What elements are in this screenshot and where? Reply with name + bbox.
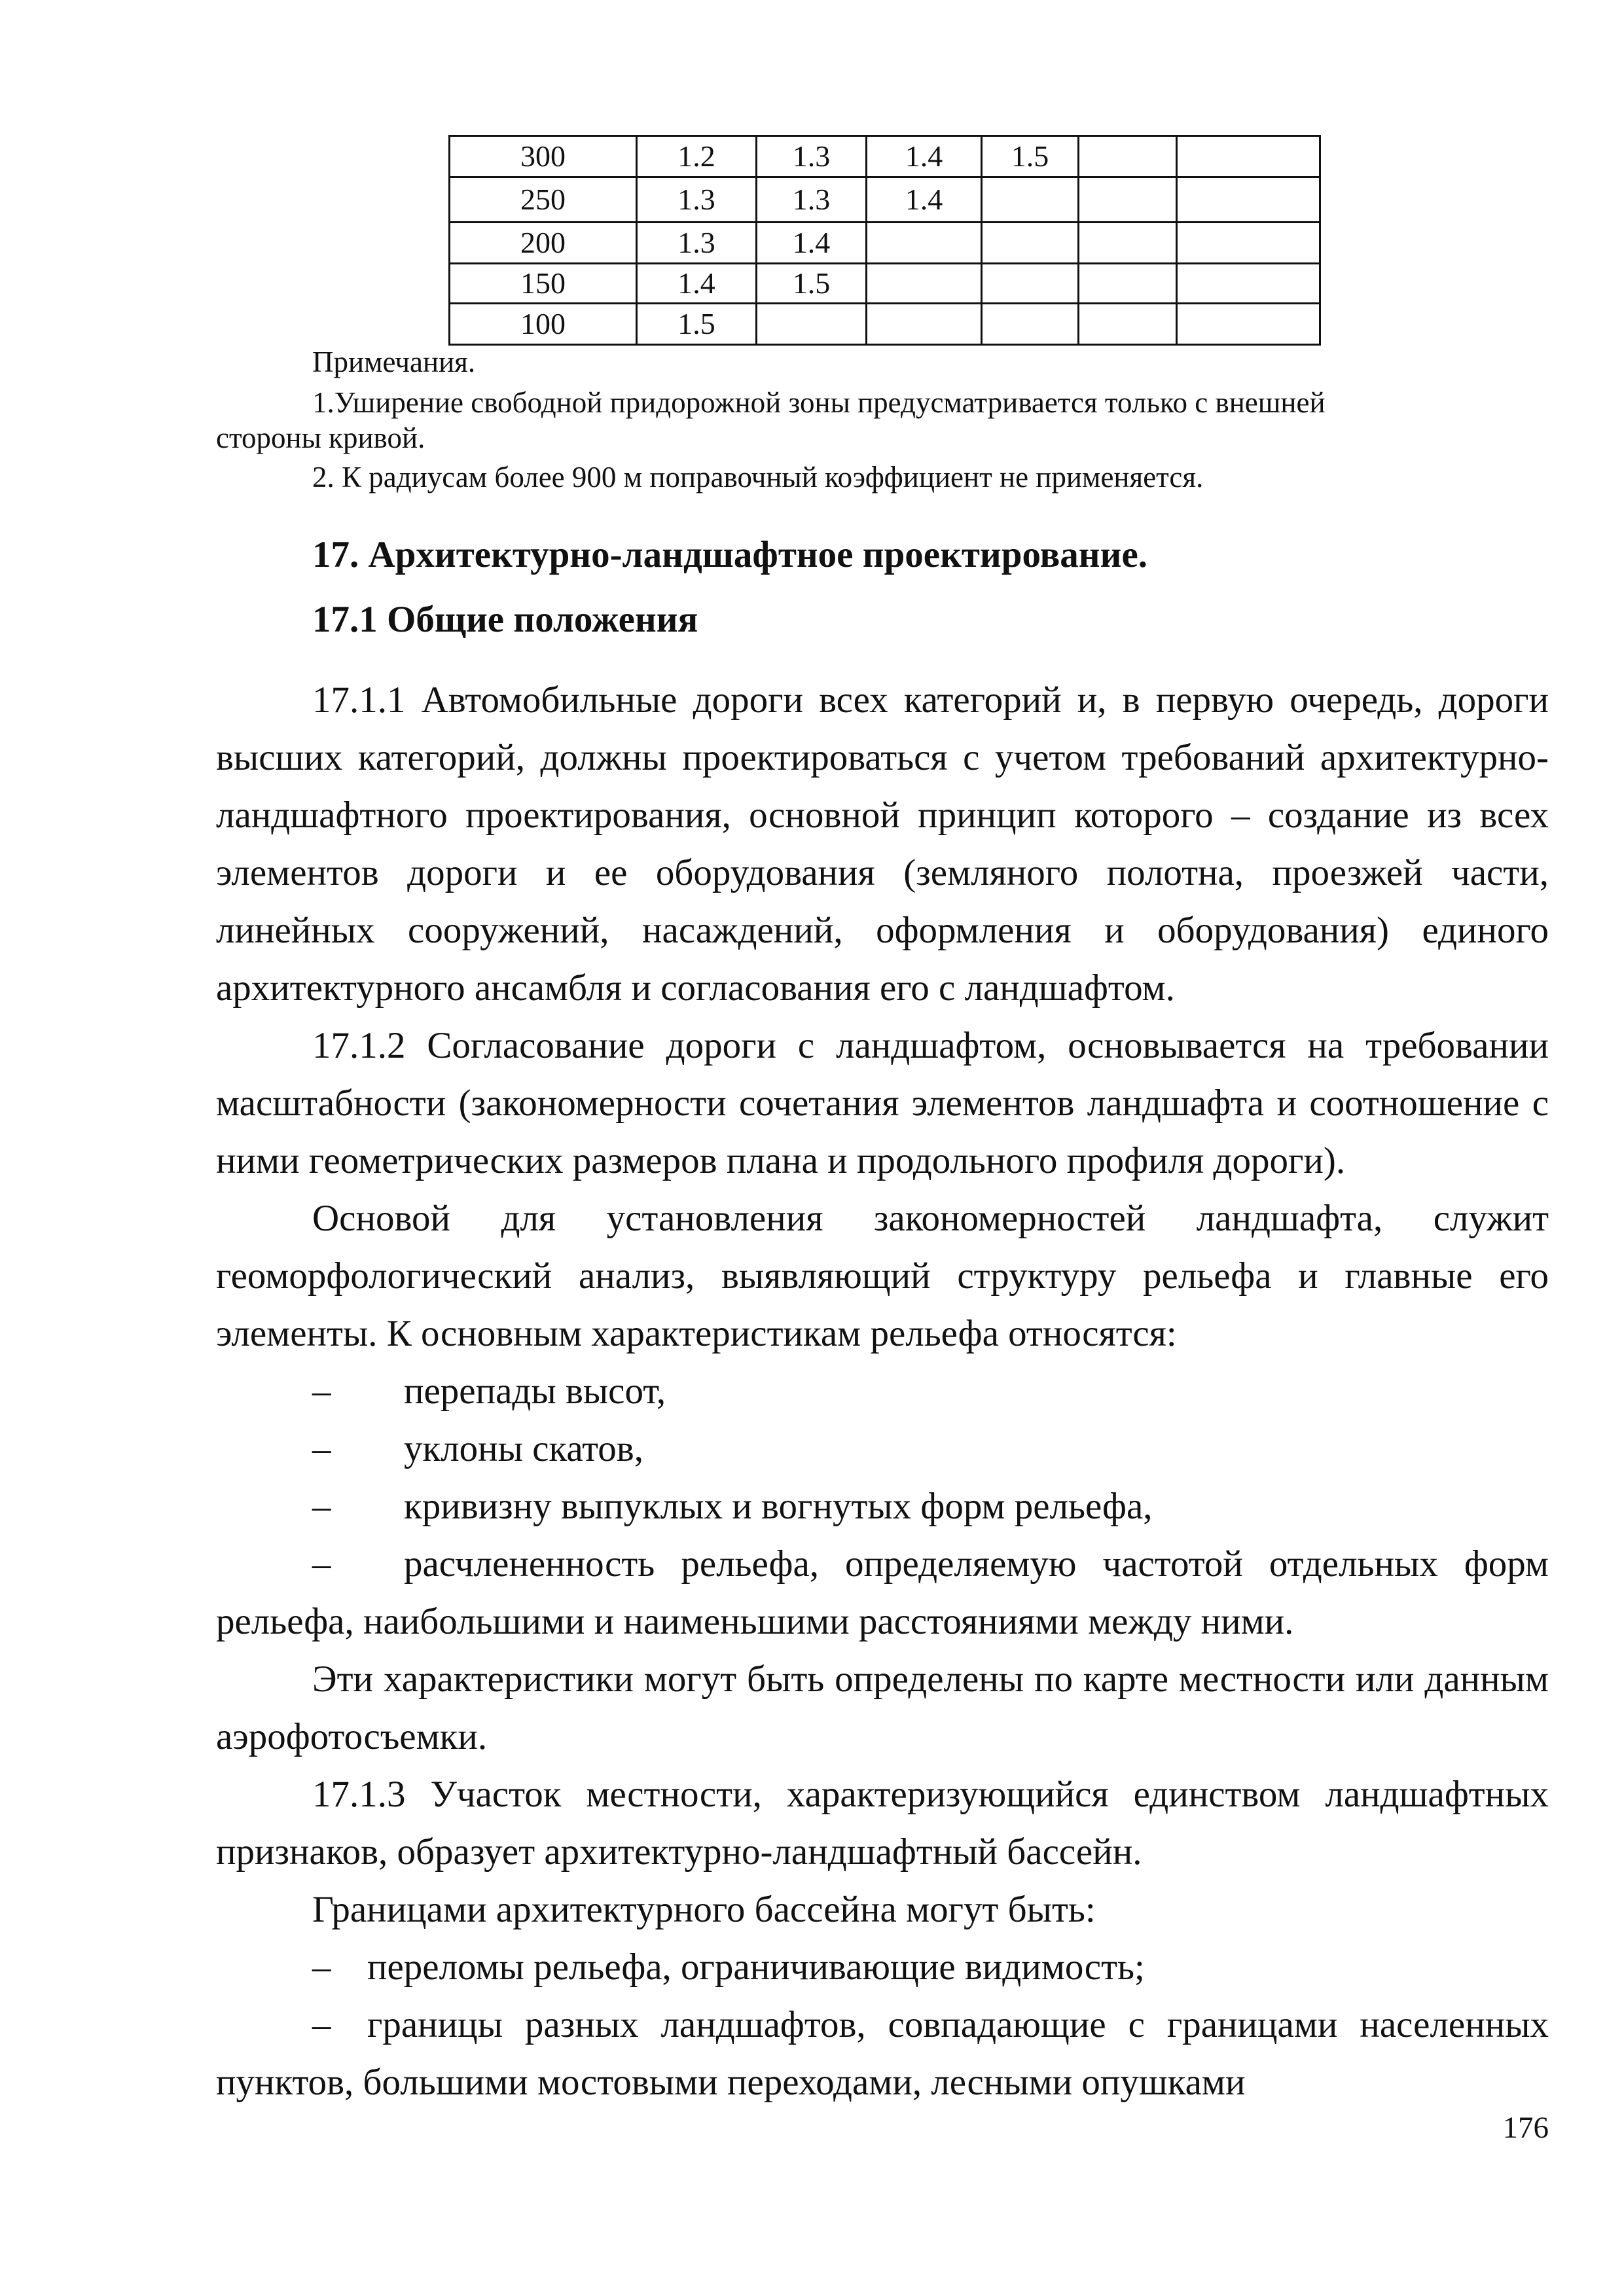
dash-marker: –	[312, 1543, 331, 1585]
note-1-line-2: стороны кривой.	[216, 422, 425, 454]
table-cell: 1.4	[867, 177, 982, 223]
table-cell: 1.4	[637, 264, 757, 304]
dash-marker: –	[312, 1486, 331, 1527]
table-cell	[1177, 177, 1320, 223]
table-cell: 1.3	[757, 136, 867, 177]
dash-marker: –	[312, 1946, 331, 1988]
dash-marker: –	[312, 1428, 331, 1469]
coefficient-table	[448, 135, 1321, 346]
list-item-text: кривизну выпуклых и вогнутых форм рельефа,	[404, 1486, 1153, 1527]
list-item	[312, 1478, 1549, 1535]
table-cell: 1.5	[982, 136, 1079, 177]
table-cell: 1.3	[757, 177, 867, 223]
table-cell	[1177, 304, 1320, 345]
table-cell: 1.5	[757, 264, 867, 304]
list-item	[216, 1535, 1549, 1651]
table-cell	[1177, 264, 1320, 304]
table-row	[450, 136, 1320, 177]
subsection-heading: 17.1 Общие положения	[312, 599, 698, 640]
table-cell	[982, 177, 1079, 223]
dash-marker: –	[312, 1371, 331, 1412]
table-cell	[1177, 136, 1320, 177]
section-heading: 17. Архитектурно-ландшафтное проектирование.	[312, 534, 1148, 575]
paragraph-17-1-3: 17.1.3 Участок местности, характеризующийся единством ландшафтных признаков, образует архитектурно-ландшафтный бассейн.	[216, 1774, 1549, 1873]
paragraph-relief-analysis: Основой для установления закономерностей ландшафта, служит геоморфологический анализ, выявляющий структуру рельефа и главные его элементы. К основным характеристикам рельефа относятся:	[216, 1198, 1549, 1354]
list-item	[312, 1939, 1549, 1996]
paragraph-basin-borders: Границами архитектурного бассейна могут быть:	[312, 1889, 1096, 1930]
list-item	[216, 1996, 1549, 2111]
list-item-text: расчлененность рельефа, определяемую частотой отдельных форм рельефа, наибольшими и наименьшими расстояниями между ними.	[216, 1543, 1549, 1642]
table-cell	[1079, 136, 1177, 177]
table-row	[450, 177, 1320, 223]
table-cell: 1.3	[637, 177, 757, 223]
paragraph-17-1-1: 17.1.1 Автомобильные дороги всех категорий и, в первую очередь, дороги высших категорий, должны проектироваться с учетом требований архитектурно-ландшафтного проектирования, основной принцип которого – создание из всех элементов дороги и ее оборудования (земляного полотна, проезжей части, линейных сооружений, насаждений, оформления и оборудования) единого архитектурного ансамбля и согласования его с ландшафтом.	[216, 679, 1549, 1009]
page-number: 176	[1502, 2111, 1549, 2145]
table-cell: 100	[450, 304, 637, 345]
table-cell: 1.3	[637, 223, 757, 264]
note-1-line-1: 1.Уширение свободной придорожной зоны предусматривается только с внешней	[312, 386, 1326, 419]
table-cell	[1177, 223, 1320, 264]
table-cell	[982, 264, 1079, 304]
table-row	[450, 223, 1320, 264]
table-cell: 1.2	[637, 136, 757, 177]
notes-title: Примечания.	[312, 346, 476, 378]
table-cell	[1079, 304, 1177, 345]
note-2: 2. К радиусам более 900 м поправочный коэффициент не применяется.	[312, 461, 1204, 493]
table-cell: 200	[450, 223, 637, 264]
list-item	[312, 1420, 1549, 1478]
table-row	[450, 304, 1320, 345]
paragraph-characteristics: Эти характеристики могут быть определены по карте местности или данным аэрофотосъемки.	[216, 1659, 1549, 1757]
table-cell	[867, 304, 982, 345]
table-cell: 250	[450, 177, 637, 223]
list-item	[312, 1363, 1549, 1420]
list-item-text: перепады высот,	[404, 1371, 666, 1412]
table-cell	[1079, 264, 1177, 304]
table-cell	[982, 304, 1079, 345]
table-cell	[867, 264, 982, 304]
table-cell: 150	[450, 264, 637, 304]
table-cell	[757, 304, 867, 345]
table-cell	[1079, 177, 1177, 223]
table-cell: 1.5	[637, 304, 757, 345]
dash-marker: –	[312, 2004, 331, 2045]
paragraph-17-1-2: 17.1.2 Согласование дороги с ландшафтом, основывается на требовании масштабности (закономерности сочетания элементов ландшафта и соотношение с ними геометрических размеров плана и продольного профиля дороги).	[216, 1025, 1549, 1181]
table-cell	[982, 223, 1079, 264]
list-item-text: границы разных ландшафтов, совпадающие с границами населенных пунктов, большими мостовыми переходами, лесными опушками	[216, 2004, 1549, 2103]
table-cell: 1.4	[867, 136, 982, 177]
table-cell: 1.4	[757, 223, 867, 264]
list-item-text: уклоны скатов,	[404, 1428, 643, 1469]
table-cell	[867, 223, 982, 264]
list-item-text: переломы рельефа, ограничивающие видимость;	[367, 1946, 1145, 1988]
table-cell: 300	[450, 136, 637, 177]
table-row	[450, 264, 1320, 304]
table-cell	[1079, 223, 1177, 264]
